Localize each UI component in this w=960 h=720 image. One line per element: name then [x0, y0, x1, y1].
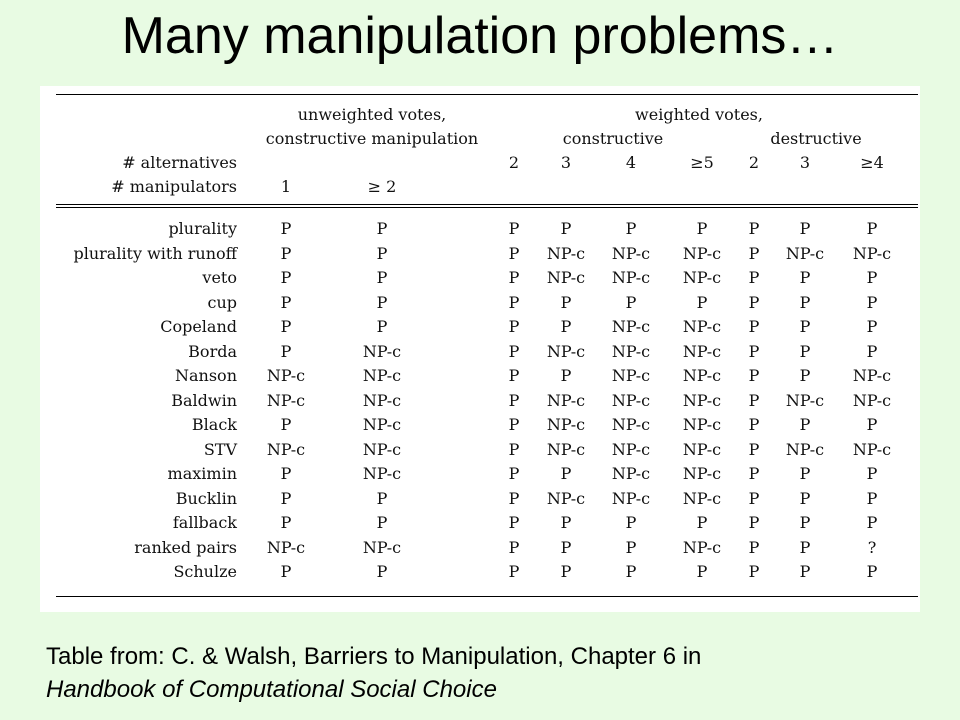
complexity-cell: P	[280, 562, 292, 581]
complexity-cell: P	[748, 538, 760, 557]
complexity-cell: P	[799, 464, 811, 483]
complexity-cell: P	[799, 513, 811, 532]
complexity-cell: P	[376, 489, 388, 508]
complexity-cell: NP-c	[611, 440, 651, 459]
complexity-cell: P	[866, 342, 878, 361]
complexity-cell: P	[376, 268, 388, 287]
rule-name: Borda	[188, 342, 237, 361]
complexity-cell: P	[625, 513, 637, 532]
complexity-cell: P	[799, 268, 811, 287]
complexity-cell: P	[508, 366, 520, 385]
complexity-cell: P	[508, 538, 520, 557]
alternatives-value: 3	[560, 153, 572, 172]
complexity-cell: NP-c	[682, 366, 722, 385]
complexity-cell: P	[696, 513, 708, 532]
complexity-cell: P	[748, 268, 760, 287]
label-manipulators: # manipulators	[111, 177, 237, 196]
complexity-cell: NP-c	[362, 391, 402, 410]
complexity-cell: P	[866, 293, 878, 312]
rule-name: veto	[202, 268, 237, 287]
complexity-cell: P	[748, 489, 760, 508]
complexity-cell: P	[866, 513, 878, 532]
complexity-cell: P	[799, 342, 811, 361]
complexity-cell: P	[560, 562, 572, 581]
complexity-cell: NP-c	[546, 440, 586, 459]
complexity-cell: P	[560, 293, 572, 312]
complexity-cell: NP-c	[682, 538, 722, 557]
complexity-cell: P	[696, 293, 708, 312]
complexity-cell: NP-c	[682, 464, 722, 483]
complexity-cell: NP-c	[362, 538, 402, 557]
complexity-cell: P	[376, 317, 388, 336]
rule-name: plurality	[168, 219, 237, 238]
complexity-cell: NP-c	[546, 244, 586, 263]
complexity-cell: NP-c	[546, 489, 586, 508]
complexity-cell: P	[508, 513, 520, 532]
complexity-cell: NP-c	[611, 244, 651, 263]
complexity-cell: NP-c	[611, 268, 651, 287]
manipulation-table	[40, 86, 920, 612]
rule-name: Bucklin	[175, 489, 237, 508]
complexity-cell: P	[748, 293, 760, 312]
header-destructive: destructive	[770, 129, 862, 148]
complexity-cell: NP-c	[852, 366, 892, 385]
complexity-cell: P	[280, 268, 292, 287]
complexity-cell: P	[748, 366, 760, 385]
complexity-cell: P	[560, 317, 572, 336]
complexity-cell: P	[748, 219, 760, 238]
complexity-cell: P	[799, 317, 811, 336]
complexity-cell: P	[560, 219, 572, 238]
complexity-cell: NP-c	[362, 366, 402, 385]
complexity-cell: P	[280, 415, 292, 434]
complexity-cell: NP-c	[682, 489, 722, 508]
alternatives-value: 3	[799, 153, 811, 172]
rule-name: Black	[191, 415, 237, 434]
complexity-cell: P	[748, 415, 760, 434]
caption-line2: Handbook of Computational Social Choice	[46, 676, 497, 703]
complexity-cell: P	[866, 268, 878, 287]
complexity-cell: P	[625, 562, 637, 581]
alternatives-value: 2	[508, 153, 520, 172]
complexity-cell: P	[866, 219, 878, 238]
rule-name: ranked pairs	[134, 538, 237, 557]
complexity-cell: P	[799, 538, 811, 557]
rule-name: STV	[203, 440, 237, 459]
complexity-cell: NP-c	[682, 391, 722, 410]
complexity-cell: P	[799, 366, 811, 385]
complexity-cell: NP-c	[362, 440, 402, 459]
complexity-cell: P	[799, 415, 811, 434]
complexity-cell: P	[748, 391, 760, 410]
complexity-cell: NP-c	[611, 317, 651, 336]
alternatives-value: ≥4	[860, 153, 884, 172]
complexity-cell: P	[560, 538, 572, 557]
alternatives-value: 4	[625, 153, 637, 172]
complexity-cell: NP-c	[611, 415, 651, 434]
table-top-rule	[56, 94, 918, 95]
complexity-cell: P	[748, 317, 760, 336]
complexity-cell: NP-c	[546, 268, 586, 287]
complexity-cell: P	[696, 219, 708, 238]
complexity-cell: NP-c	[266, 538, 306, 557]
complexity-cell: P	[625, 538, 637, 557]
complexity-cell: P	[748, 342, 760, 361]
complexity-cell: NP-c	[362, 342, 402, 361]
complexity-cell: NP-c	[611, 489, 651, 508]
label-alternatives: # alternatives	[122, 153, 237, 172]
rule-name: Nanson	[175, 366, 237, 385]
complexity-cell: NP-c	[546, 342, 586, 361]
complexity-cell: P	[376, 513, 388, 532]
complexity-cell: P	[508, 317, 520, 336]
complexity-cell: P	[280, 342, 292, 361]
complexity-cell: P	[280, 489, 292, 508]
complexity-cell: NP-c	[682, 244, 722, 263]
rule-name: maximin	[167, 464, 237, 483]
complexity-cell: P	[799, 489, 811, 508]
complexity-cell: P	[866, 562, 878, 581]
complexity-cell: ?	[867, 538, 877, 557]
complexity-cell: P	[866, 415, 878, 434]
complexity-cell: NP-c	[611, 391, 651, 410]
complexity-cell: NP-c	[852, 391, 892, 410]
complexity-cell: P	[508, 268, 520, 287]
complexity-cell: NP-c	[266, 391, 306, 410]
complexity-cell: P	[799, 562, 811, 581]
alternatives-value: ≥5	[690, 153, 714, 172]
complexity-cell: P	[508, 415, 520, 434]
complexity-cell: NP-c	[682, 268, 722, 287]
rule-name: Schulze	[173, 562, 237, 581]
complexity-cell: P	[376, 293, 388, 312]
complexity-cell: NP-c	[682, 440, 722, 459]
complexity-cell: P	[280, 464, 292, 483]
complexity-cell: NP-c	[785, 244, 825, 263]
complexity-cell: NP-c	[546, 391, 586, 410]
complexity-cell: P	[376, 219, 388, 238]
complexity-cell: P	[280, 244, 292, 263]
manipulators-value: 1	[280, 177, 292, 196]
rule-name: plurality with runoff	[73, 244, 237, 263]
caption	[46, 640, 701, 706]
complexity-cell: P	[560, 366, 572, 385]
alternatives-value: 2	[748, 153, 760, 172]
complexity-cell: P	[866, 317, 878, 336]
header-rule-2	[56, 207, 918, 208]
complexity-cell: P	[625, 219, 637, 238]
complexity-cell: NP-c	[611, 464, 651, 483]
complexity-cell: P	[748, 440, 760, 459]
complexity-cell: NP-c	[785, 391, 825, 410]
complexity-cell: P	[508, 391, 520, 410]
manipulators-value: ≥ 2	[367, 177, 397, 196]
complexity-cell: P	[508, 562, 520, 581]
complexity-cell: NP-c	[611, 366, 651, 385]
header-rule-1	[56, 204, 918, 205]
header-constructive: constructive	[562, 129, 664, 148]
complexity-cell: P	[508, 464, 520, 483]
complexity-cell: P	[508, 489, 520, 508]
complexity-cell: P	[508, 293, 520, 312]
complexity-cell: P	[866, 489, 878, 508]
complexity-cell: P	[376, 244, 388, 263]
complexity-cell: P	[280, 293, 292, 312]
slide-title: Many manipulation problems…	[121, 7, 839, 65]
complexity-cell: P	[748, 513, 760, 532]
complexity-cell: P	[799, 293, 811, 312]
complexity-cell: NP-c	[546, 415, 586, 434]
complexity-cell: P	[508, 342, 520, 361]
caption-line1: Table from: C. & Walsh, Barriers to Manipulation, Chapter 6 in	[46, 643, 702, 670]
rule-name: cup	[207, 293, 237, 312]
complexity-cell: P	[560, 464, 572, 483]
complexity-cell: P	[376, 562, 388, 581]
complexity-cell: NP-c	[682, 342, 722, 361]
table-bottom-rule	[56, 596, 918, 597]
header-unweighted-line1: unweighted votes,	[297, 105, 447, 124]
complexity-cell: NP-c	[266, 440, 306, 459]
complexity-cell: P	[866, 464, 878, 483]
complexity-cell: NP-c	[852, 440, 892, 459]
complexity-cell: P	[280, 513, 292, 532]
rule-name: Copeland	[160, 317, 237, 336]
rule-name: fallback	[172, 513, 237, 532]
complexity-cell: P	[696, 562, 708, 581]
complexity-cell: NP-c	[785, 440, 825, 459]
complexity-cell: NP-c	[266, 366, 306, 385]
complexity-cell: NP-c	[611, 342, 651, 361]
complexity-cell: P	[280, 219, 292, 238]
complexity-cell: NP-c	[362, 415, 402, 434]
complexity-cell: P	[508, 244, 520, 263]
complexity-cell: NP-c	[362, 464, 402, 483]
complexity-cell: P	[625, 293, 637, 312]
complexity-cell: P	[748, 464, 760, 483]
complexity-cell: P	[280, 317, 292, 336]
rule-name: Baldwin	[171, 391, 237, 410]
complexity-cell: P	[508, 219, 520, 238]
complexity-cell: P	[560, 513, 572, 532]
header-weighted: weighted votes,	[635, 105, 763, 124]
complexity-cell: NP-c	[852, 244, 892, 263]
complexity-cell: NP-c	[682, 415, 722, 434]
complexity-cell: P	[748, 244, 760, 263]
complexity-cell: P	[799, 219, 811, 238]
complexity-cell: P	[748, 562, 760, 581]
complexity-cell: P	[508, 440, 520, 459]
header-unweighted-line2: constructive manipulation	[265, 129, 479, 148]
complexity-cell: NP-c	[682, 317, 722, 336]
